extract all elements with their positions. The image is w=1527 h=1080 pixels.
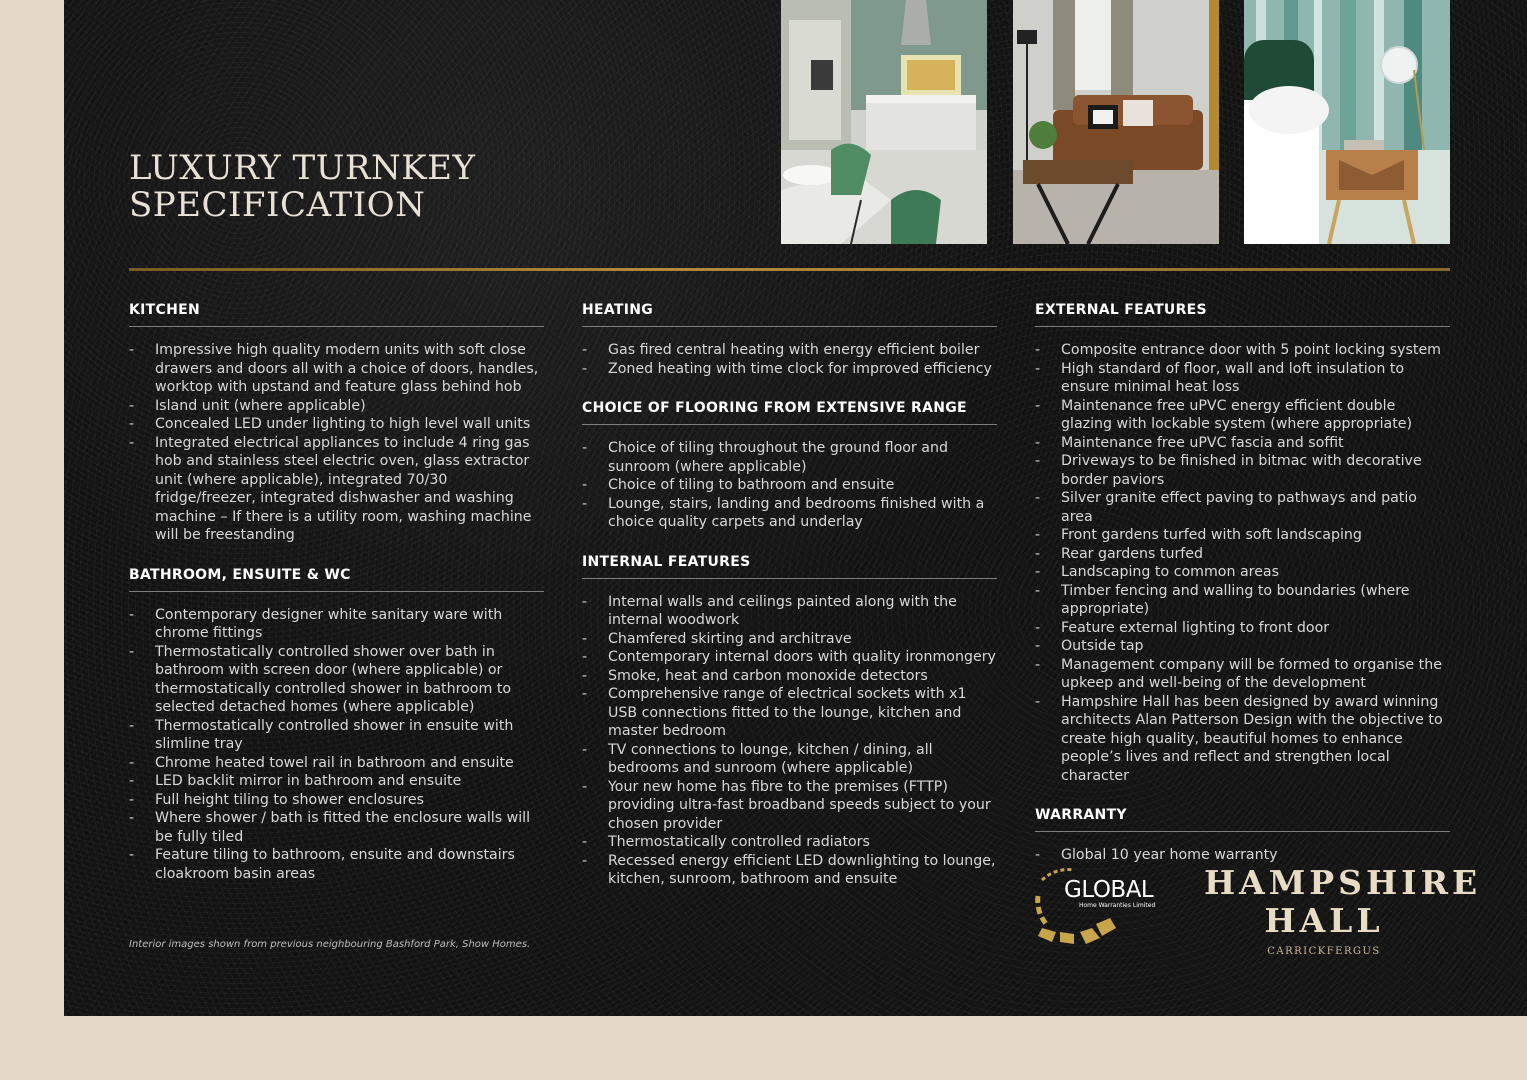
list-item: - Gas fired central heating with energy efficient boiler [582,341,997,360]
kitchen-photo [781,0,987,244]
list-item: - Impressive high quality modern units with soft close drawers and doors all with a choice of doors, handles, worktop with upstand and feature glass behind hob [129,341,544,397]
list-item: - Thermostatically controlled shower in ensuite with slimline tray [129,717,544,754]
hampshire-hall-logo [1204,863,1482,957]
list-item: - Your new home has fibre to the premises (FTTP) providing ultra-fast broadband speeds subject to your chosen provider [582,778,997,834]
list-item: - Chamfered skirting and architrave [582,630,997,649]
bedroom-photo [1244,0,1450,244]
list-item: - LED backlit mirror in bathroom and ensuite [129,772,544,791]
image-footnote: Interior images shown from previous neighbouring Bashford Park, Show Homes. [129,939,531,950]
section-heating [582,302,997,378]
list-item: - TV connections to lounge, kitchen / dining, all bedrooms and sunroom (where applicable) [582,741,997,778]
brand-line-1: HAMPSHIRE [1204,863,1482,902]
section-heading: CHOICE OF FLOORING FROM EXTENSIVE RANGE [582,400,997,425]
section-heading: EXTERNAL FEATURES [1035,302,1450,327]
list-item: - Integrated electrical appliances to include 4 ring gas hob and stainless steel electric oven, glass extractor unit (where applicable), integrated 70/30 fridge/freezer, integrated dishwasher and washing machine – If there is a utility room, washing machine will be freestanding [129,434,544,545]
brand-location: CARRICKFERGUS [1267,946,1381,957]
section-kitchen [129,302,544,545]
spec-column-2 [582,302,997,911]
list-item: - Comprehensive range of electrical sockets with x1 USB connections fitted to the lounge, kitchen and master bedroom [582,685,997,741]
spec-list [129,341,544,545]
spec-list [1035,846,1450,865]
list-item: - High standard of floor, wall and loft insulation to ensure minimal heat loss [1035,360,1450,397]
spec-column-3 [1035,302,1450,887]
brand-line-2: HALL [1264,901,1384,940]
page-title [129,150,475,224]
spec-list [582,593,997,889]
list-item: - Thermostatically controlled shower over bath in bathroom with screen door (where applicable) or thermostatically controlled shower in bathroom to selected detached homes (where applicable) [129,643,544,717]
list-item: - Timber fencing and walling to boundaries (where appropriate) [1035,582,1450,619]
list-item: - Choice of tiling to bathroom and ensuite [582,476,997,495]
section-heading: BATHROOM, ENSUITE & WC [129,567,544,592]
brochure-panel [64,0,1527,1016]
section-heading: KITCHEN [129,302,544,327]
title-line-2: SPECIFICATION [129,185,426,225]
title-line-1: LUXURY TURNKEY [129,148,476,188]
section-heading: INTERNAL FEATURES [582,554,997,579]
gold-divider [129,268,1450,271]
list-item: - Outside tap [1035,637,1450,656]
list-item: - Where shower / bath is fitted the enclosure walls will be fully tiled [129,809,544,846]
list-item: - Concealed LED under lighting to high level wall units [129,415,544,434]
list-item: - Maintenance free uPVC energy efficient double glazing with lockable system (where appropriate) [1035,397,1450,434]
list-item: - Island unit (where applicable) [129,397,544,416]
list-item: - Contemporary internal doors with quality ironmongery [582,648,997,667]
section-internal-features [582,554,997,889]
list-item: - Hampshire Hall has been designed by award winning architects Alan Patterson Design with the objective to create high quality, beautiful homes to enhance people’s lives and reflect and strengthen local character [1035,693,1450,786]
list-item: - Composite entrance door with 5 point locking system [1035,341,1450,360]
list-item: - Global 10 year home warranty [1035,846,1450,865]
spec-list [129,606,544,884]
spec-column-1 [129,302,544,905]
list-item: - Landscaping to common areas [1035,563,1450,582]
living-room-photo [1013,0,1219,244]
list-item: - Choice of tiling throughout the ground floor and sunroom (where applicable) [582,439,997,476]
section-flooring [582,400,997,532]
global-logo-word: GLOBAL [1064,877,1154,903]
list-item: - Silver granite effect paving to pathways and patio area [1035,489,1450,526]
section-warranty [1035,807,1450,865]
spec-list [1035,341,1450,785]
global-logo-subtitle: Home Warranties Limited [1079,902,1156,909]
list-item: - Management company will be formed to organise the upkeep and well-being of the development [1035,656,1450,693]
section-bathroom [129,567,544,884]
section-external-features [1035,302,1450,785]
list-item: - Maintenance free uPVC fascia and soffit [1035,434,1450,453]
list-item: - Contemporary designer white sanitary ware with chrome fittings [129,606,544,643]
list-item: - Chrome heated towel rail in bathroom and ensuite [129,754,544,773]
list-item: - Feature external lighting to front door [1035,619,1450,638]
list-item: - Lounge, stairs, landing and bedrooms finished with a choice quality carpets and underlay [582,495,997,532]
section-heading: HEATING [582,302,997,327]
list-item: - Thermostatically controlled radiators [582,833,997,852]
list-item: - Feature tiling to bathroom, ensuite and downstairs cloakroom basin areas [129,846,544,883]
spec-list [582,341,997,378]
section-heading: WARRANTY [1035,807,1450,832]
list-item: - Smoke, heat and carbon monoxide detectors [582,667,997,686]
list-item: - Internal walls and ceilings painted along with the internal woodwork [582,593,997,630]
list-item: - Driveways to be finished in bitmac with decorative border paviors [1035,452,1450,489]
list-item: - Rear gardens turfed [1035,545,1450,564]
list-item: - Front gardens turfed with soft landscaping [1035,526,1450,545]
list-item: - Zoned heating with time clock for improved efficiency [582,360,997,379]
list-item: - Full height tiling to shower enclosures [129,791,544,810]
spec-list [582,439,997,532]
list-item: - Recessed energy efficient LED downlighting to lounge, kitchen, sunroom, bathroom and ensuite [582,852,997,889]
